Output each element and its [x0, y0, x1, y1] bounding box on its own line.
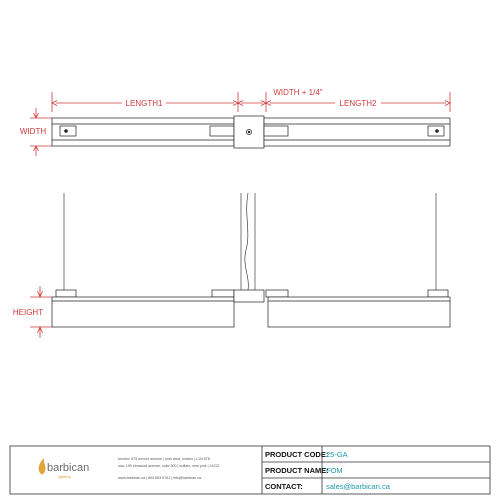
contact-label: CONTACT:: [265, 482, 303, 491]
front-view: [13, 193, 450, 338]
length1-label: LENGTH1: [125, 99, 163, 108]
product-code-value: 25-GA: [326, 450, 348, 459]
contact-value[interactable]: sales@barbican.ca: [326, 482, 390, 491]
right-fixture-elevation: [266, 290, 450, 327]
address-line-2: usa: 199 elmwood avenue, suite 300 | buffalo, new york | 14222: [118, 464, 220, 468]
left-fixture-elevation: [52, 290, 234, 327]
logo-sub: lighting: [58, 474, 71, 479]
suspension-cables: [64, 193, 436, 290]
product-name-value: FOM: [326, 466, 343, 475]
product-code-label: PRODUCT CODE:: [265, 450, 329, 459]
center-connector-plan: [234, 116, 264, 148]
logo-word: barbican: [47, 462, 90, 474]
title-block: [10, 446, 490, 494]
height-label: HEIGHT: [12, 308, 44, 317]
address-line-3: www.barbican.ca | 800 663 5761 | info@barbican.ca: [118, 476, 202, 480]
center-connector-elevation: [234, 290, 264, 302]
right-fixture-plan: [264, 118, 450, 146]
width-label: WIDTH: [19, 127, 47, 136]
length2-label: LENGTH2: [339, 99, 377, 108]
product-name-label: PRODUCT NAME:: [265, 466, 329, 475]
left-fixture-plan: [52, 118, 234, 146]
address-line-1: toronto: 875 ormont avenue | york area, ontario | L1N 6T8: [118, 457, 210, 461]
top-dimension-lines: [52, 92, 450, 112]
width-plus-label: WIDTH + 1/4": [273, 88, 323, 97]
top-view: [20, 88, 450, 156]
